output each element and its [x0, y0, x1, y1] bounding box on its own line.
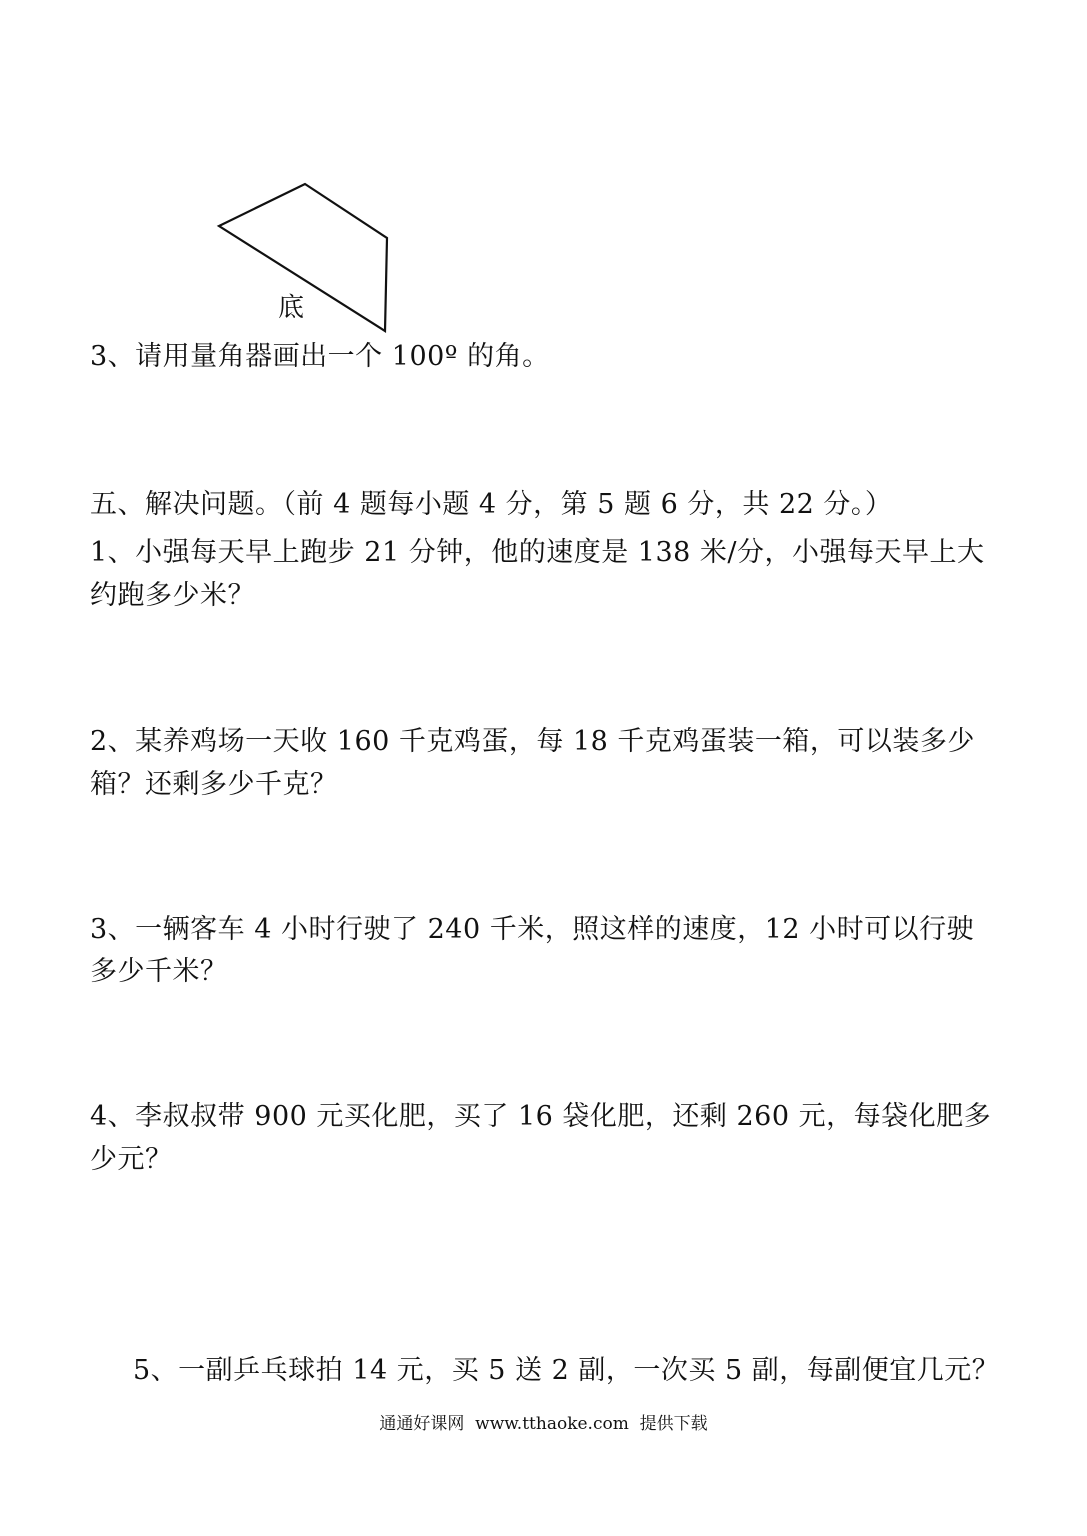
question-4-line-1: 4、李叔叔带 900 元买化肥，买了 16 袋化肥，还剩 260 元，每袋化肥多 [90, 1101, 992, 1132]
question-5: 5、一副乒乓球拍 14 元，买 5 送 2 副，一次买 5 副，每副便宜几元？ [133, 1355, 1000, 1386]
question-2-line-2: 箱？还剩多少千克？ [90, 769, 338, 800]
question-3-line-1: 3、一辆客车 4 小时行驶了 240 千米，照这样的速度，12 小时可以行驶 [90, 914, 975, 945]
question-2-line-1: 2、某养鸡场一天收 160 千克鸡蛋，每 18 千克鸡蛋装一箱，可以装多少 [90, 726, 975, 757]
section-heading: 五、解决问题。（前 4 题每小题 4 分，第 5 题 6 分，共 22 分。） [90, 489, 893, 520]
question-draw-angle: 3、请用量角器画出一个 100º 的角。 [90, 341, 550, 372]
question-3-line-2: 多少千米？ [90, 956, 228, 987]
question-4-line-2: 少元？ [90, 1144, 173, 1175]
base-label: 底 [278, 293, 305, 323]
footer-source: 通通好课网 www.tthaoke.com 提供下载 [379, 1414, 708, 1434]
quadrilateral-figure [0, 0, 1087, 340]
question-1-line-1: 1、小强每天早上跑步 21 分钟，他的速度是 138 米/分，小强每天早上大 [90, 537, 985, 568]
question-1-line-2: 约跑多少米？ [90, 580, 255, 611]
